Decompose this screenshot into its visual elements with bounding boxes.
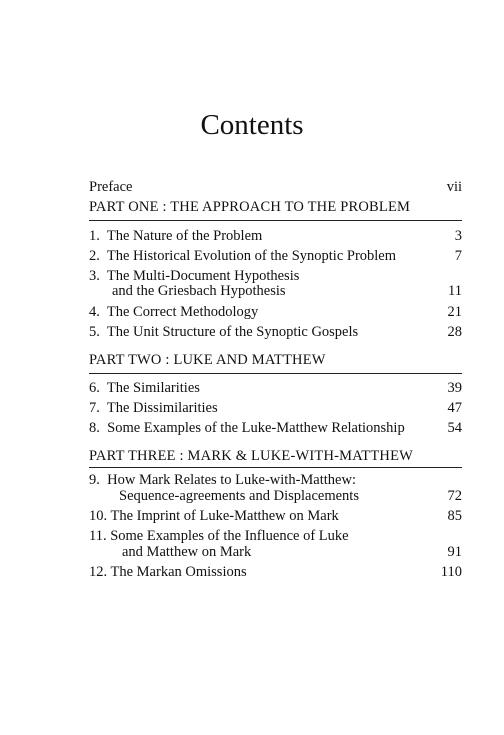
toc-entry-continuation bbox=[89, 281, 462, 301]
toc-entry-title: and the Griesbach Hypothesis bbox=[112, 283, 286, 299]
toc-entry-title: Sequence-agreements and Displacements bbox=[119, 488, 359, 504]
toc-entry-number: 1. bbox=[89, 228, 100, 244]
divider bbox=[89, 373, 462, 374]
toc-entry-title: The Similarities bbox=[106, 380, 200, 396]
toc-entry bbox=[89, 302, 462, 322]
toc-entry bbox=[89, 562, 462, 582]
toc-entry-number: 2. bbox=[89, 248, 100, 264]
toc-entry-page: 47 bbox=[447, 400, 462, 416]
toc-entry-title: The Markan Omissions bbox=[110, 564, 247, 580]
divider bbox=[89, 467, 462, 468]
toc-entry bbox=[89, 226, 462, 246]
toc-entry-number: 5. bbox=[89, 324, 100, 340]
toc-entry-number: 3. bbox=[89, 268, 100, 284]
toc-entry-page: 7 bbox=[454, 248, 462, 264]
part-heading: PART TWO : LUKE AND MATTHEW bbox=[89, 352, 326, 368]
toc-entry-page: 72 bbox=[447, 488, 462, 504]
toc-entry-number: 6. bbox=[89, 380, 100, 396]
toc-entry-continuation bbox=[89, 542, 462, 562]
toc-entry-page: 39 bbox=[447, 380, 462, 396]
toc-entry-title: Some Examples of the Influence of Luke bbox=[110, 528, 349, 544]
part-heading: PART THREE : MARK & LUKE-WITH-MATTHEW bbox=[89, 448, 414, 464]
toc-entry-page: 110 bbox=[440, 564, 462, 580]
toc-entry-number: 10. bbox=[89, 508, 108, 524]
toc-entry-title: The Dissimilarities bbox=[106, 400, 218, 416]
toc-entry-preface bbox=[89, 177, 462, 197]
toc-entry-title: Some Examples of the Luke-Matthew Relationship bbox=[107, 420, 405, 436]
toc-entry-title: The Imprint of Luke-Matthew on Mark bbox=[110, 508, 339, 524]
toc-entry-continuation bbox=[89, 486, 462, 506]
toc-entry-number: 11. bbox=[89, 528, 107, 544]
toc-entry bbox=[89, 398, 462, 418]
toc-entry-title: The Multi-Document Hypothesis bbox=[106, 268, 300, 284]
table-of-contents bbox=[89, 0, 462, 735]
page-title: Contents bbox=[200, 109, 304, 141]
toc-entry-number: 9. bbox=[89, 472, 100, 488]
toc-entry-number: 8. bbox=[89, 420, 100, 436]
toc-entry-title: The Nature of the Problem bbox=[106, 228, 263, 244]
toc-entry bbox=[89, 418, 462, 438]
toc-entry-page: 21 bbox=[447, 304, 462, 320]
toc-entry-title: The Unit Structure of the Synoptic Gospels bbox=[106, 324, 359, 340]
toc-entry-title: The Correct Methodology bbox=[106, 304, 259, 320]
toc-entry-title: The Historical Evolution of the Synoptic Problem bbox=[106, 248, 397, 264]
toc-entry-number: 7. bbox=[89, 400, 100, 416]
part-heading: PART ONE : THE APPROACH TO THE PROBLEM bbox=[89, 199, 411, 215]
toc-entry-number: 12. bbox=[89, 564, 108, 580]
toc-entry-number: 4. bbox=[89, 304, 100, 320]
toc-entry-title: and Matthew on Mark bbox=[122, 544, 252, 560]
toc-entry-title: Preface bbox=[89, 179, 133, 195]
toc-entry bbox=[89, 506, 462, 526]
toc-entry-page: vii bbox=[446, 179, 462, 195]
toc-entry-page: 3 bbox=[454, 228, 462, 244]
toc-entry bbox=[89, 322, 462, 342]
toc-entry-page: 11 bbox=[448, 283, 462, 299]
toc-entry bbox=[89, 246, 462, 266]
divider bbox=[89, 220, 462, 221]
toc-entry-page: 54 bbox=[447, 420, 462, 436]
toc-entry-page: 28 bbox=[447, 324, 462, 340]
toc-entry-title: How Mark Relates to Luke-with-Matthew: bbox=[107, 472, 356, 488]
toc-entry-page: 91 bbox=[447, 544, 462, 560]
toc-entry bbox=[89, 378, 462, 398]
toc-entry-page: 85 bbox=[447, 508, 462, 524]
